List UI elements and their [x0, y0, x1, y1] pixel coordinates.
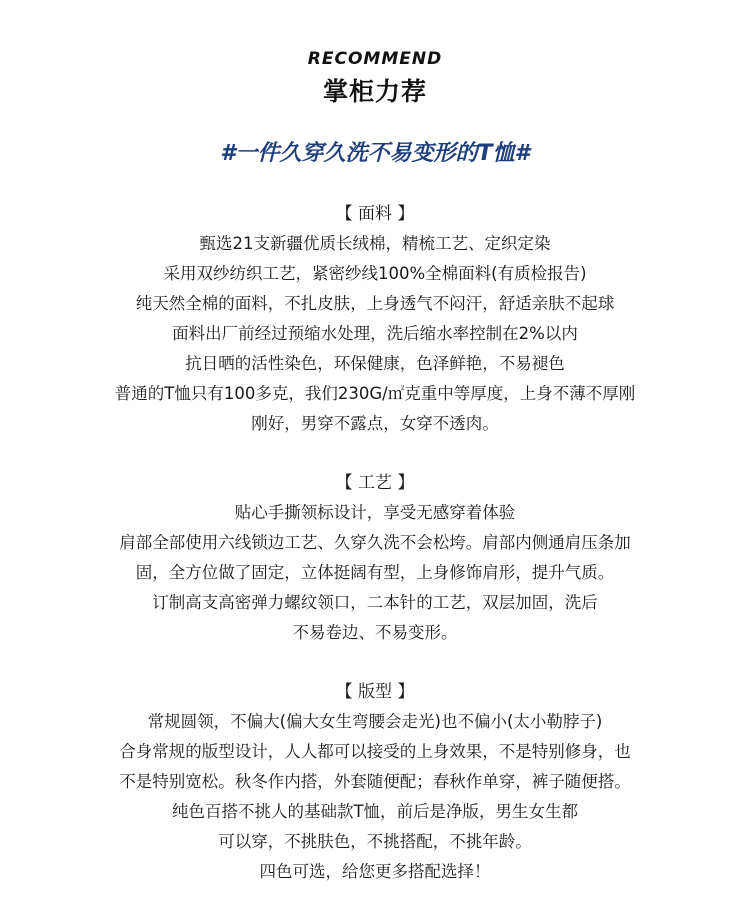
craft-line: 贴心手撕领标设计，享受无感穿着体验 [234, 503, 516, 522]
fit-line: 纯色百搭不挑人的基础款T恤，前后是净版，男生女生都 [171, 802, 579, 821]
page-title: 掌柜力荐 [322, 77, 427, 106]
fit-line: 可以穿，不挑肤色，不挑搭配，不挑年龄。 [218, 832, 532, 851]
fit-line: 常规圆领，不偏大(偏大女生弯腰会走光)也不偏小(太小勒脖子) [147, 712, 603, 731]
section-heading-fabric: 【 面料 】 [335, 204, 415, 224]
section-craft [0, 468, 750, 648]
craft-line: 肩部全部使用六线锁边工艺、久穿久洗不会松垮。肩部内侧通肩压条加 [119, 533, 631, 552]
craft-lines [0, 498, 750, 648]
craft-line: 固，全方位做了固定，立体挺阔有型，上身修饰肩形，提升气质。 [135, 563, 615, 582]
fit-line: 四色可选，给您更多搭配选择！ [259, 862, 491, 881]
fit-line: 合身常规的版型设计，人人都可以接受的上身效果，不是特别修身，也 [119, 742, 631, 761]
fit-lines [0, 707, 750, 887]
fabric-lines [0, 229, 750, 439]
fabric-line: 采用双纱纺织工艺，紧密纱线100%全棉面料(有质检报告) [163, 264, 587, 283]
section-fit [0, 677, 750, 887]
section-heading-fit: 【 版型 】 [335, 682, 415, 702]
section-fabric [0, 199, 750, 439]
fabric-line: 面料出厂前经过预缩水处理，洗后缩水率控制在2%以内 [172, 324, 578, 343]
fabric-line: 刚好，男穿不露点，女穿不透肉。 [251, 414, 499, 433]
recommend-label: RECOMMEND [307, 49, 443, 69]
craft-line: 不易卷边、不易变形。 [292, 623, 458, 642]
fabric-line: 普通的T恤只有100多克，我们230G/㎡克重中等厚度，上身不薄不厚刚 [114, 384, 636, 403]
fit-line: 不是特别宽松。秋冬作内搭，外套随便配；春秋作单穿，裤子随便搭。 [119, 772, 631, 791]
fabric-line: 抗日晒的活性染色，环保健康，色泽鲜艳，不易褪色 [185, 354, 565, 373]
craft-line: 订制高支高密弹力螺纹领口，二本针的工艺，双层加固，洗后 [152, 593, 598, 612]
tagline: #一件久穿久洗不易变形的T恤# [220, 141, 530, 166]
page-header [0, 48, 750, 108]
section-heading-craft: 【 工艺 】 [335, 473, 415, 493]
fabric-line: 纯天然全棉的面料，不扎皮肤，上身透气不闷汗，舒适亲肤不起球 [135, 294, 615, 313]
fabric-line: 甄选21支新疆优质长绒棉，精梳工艺、定织定染 [199, 234, 551, 253]
